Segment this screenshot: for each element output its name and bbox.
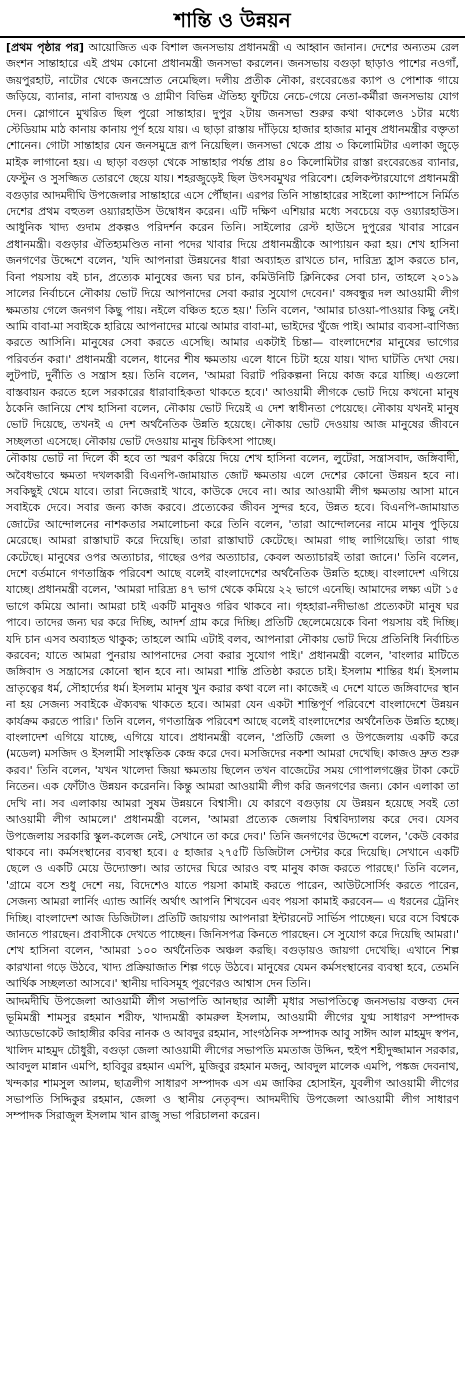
continuation-label: [প্রথম পৃষ্ঠার পর] [6, 41, 84, 54]
paragraph-1-text: আয়োজিত এক বিশাল জনসভায় প্রধানমন্ত্রী এ আহ্বান জানান। দেশের অন্যতম রেল জংশন সান্তাহারে এই প্রথম কোনো প্রধানমন্ত্রী জনসভা করলেন। জনসভায় বগুড়া ছাড়াও পাশের নওগাঁ, জয়পুরহাট, নাটোর থেকে জনস্রোত নেমেছিল। দলীয় প্রতীক নৌকা, রংবেরঙের ক্যাপ ও পোশাক গায়ে জড়িয়ে, ব্যানার, নানা বাদ্যযন্ত্র ও গ্রামীণ বিভিন্ন ঐতিহ্য ফুটিয়ে নেচে-গেয়ে নেতা-কর্মীরা জনসভায় যোগ দেন। স্লোগানে মুখরিত ছিল পুরো সান্তাহার। দুপুর ২টায় জনসভা শুরুর কথা থাকলেও ১টার মধ্যে স্টেডিয়াম মাঠ কানায় কানায় পূর্ণ হয়ে যায়। এ ছাড়া রাস্তায় দাঁড়িয়ে হাজার হাজার মানুষ প্রধানমন্ত্রীর বক্তৃতা শোনেন। গোটা সান্তাহার যেন জনসমুদ্রে রূপ নিয়েছিল। জনসভা থেকে প্রায় ৩ কিলোমিটার এলাকা জুড়ে মাইক লাগানো হয়। এ ছাড়া বগুড়া থেকে সান্তাহার পর্যন্ত প্রায় ৪০ কিলোমিটার রাস্তা রংবেরঙের ব্যানার, ফেস্টুন ও সুসজ্জিত তোরণে ছেয়ে যায়। শহরজুড়েই ছিল উৎসবমুখর পরিবেশ। হেলিকপ্টারযোগে প্রধানমন্ত্রী বগুড়ার আদমদীঘি উপজেলার সান্তাহারে এসে পৌঁছান। এরপর তিনি সান্তাহারের সাইলো ক্যাম্পাসে নির্মিত দেশের প্রথম বহুতল ওয়্যারহাউস উদ্বোধন করেন। এটি দক্ষিণ এশিয়ার মধ্যে সবচেয়ে বড় ওয়্যারহাউস। আধুনিক খাদ্য গুদাম প্রকল্পও পরিদর্শন করেন তিনি। সাইলোর রেস্ট হাউসে দুপুরের খাবার সারেন প্রধানমন্ত্রী। বগুড়ার ঐতিহ্যমণ্ডিত নানা পদের খাবার দিয়ে প্রধানমন্ত্রীকে আপ্যায়ন করা হয়। শেখ হাসিনা জনগণের উদ্দেশে বলেন, 'যদি আপনারা উন্নয়নের ধারা অব্যাহত রাখতে চান, দারিদ্র্য হ্রাস করতে চান, বিনা পয়সায় বই চান, প্রত্যেক মানুষের জন্য ঘর চান, কমিউনিটি ক্লিনিকের সেবা চান, তাহলে ২০১৯ সালের নির্বাচনে নৌকায় ভোট দিয়ে আপনাদের সেবা করার সুযোগ দেবেন।' বঙ্গবন্ধুর দল আওয়ামী লীগ ক্ষমতায় গেলে জনগণ কিছু পায়। নইলে বঞ্চিত হতে হয়।' তিনি বলেন, 'আমার চাওয়া-পাওয়ার কিছু নেই। আমি বাবা-মা সবাইকে হারিয়ে আপনাদের মাঝে আমার বাবা-মা, ভাইদের খুঁজে পাই। আমার ব্যবসা-বাণিজ্য করতে আসিনি। মানুষের সেবা করতে এসেছি। আমার একটাই চিন্তা— বাংলাদেশের মানুষের ভাগ্যের পরিবর্তন করা।' প্রধানমন্ত্রী বলেন, ধানের শীষ ক্ষমতায় এলে ধানে চিটা হয়ে যায়। খাদ্য ঘাটতি দেখা দেয়। লুটপাট, দুর্নীতি ও সন্ত্রাস হয়। তিনি বলেন, 'আমরা বিরাট পরিকল্পনা নিয়ে কাজ করে যাচ্ছি। এগুলো বাস্তবায়ন করতে হলে সরকারের ধারাবাহিকতা থাকতে হবে।' আওয়ামী লীগকে ভোট দিয়ে কখনো মানুষ ঠকেনি জানিয়ে শেখ হাসিনা বলেন, নৌকায় ভোট দিয়েই এ দেশ স্বাধীনতা পেয়েছে। নৌকায় যখনই মানুষ ভোট দিয়েছে, তখনই এ দেশ অর্থনৈতিক উন্নতি হয়েছে। নৌকায় ভোট দেওয়ায় আজ মানুষের জীবনে সচ্ছলতা এসেছে। নৌকায় ভোট দেওয়ায় মানুষ চিকিৎসা পাচ্ছে। [6, 41, 459, 448]
article-body [6, 40, 459, 1392]
headline: শান্তি ও উন্নয়ন [174, 8, 291, 32]
paragraph-1 [6, 40, 459, 451]
paragraph-2: নৌকায় ভোট না দিলে কী হবে তা স্মরণ করিয়ে দিয়ে শেখ হাসিনা বলেন, লুটেরা, সন্ত্রাসবাদ, জঙ্গিবাদী, অবৈধভাবে ক্ষমতা দখলকারী বিএনপি-জামায়াত জোট ক্ষমতায় এলে দেশের কোনো উন্নয়ন হবে না। সবকিছুই থেমে যাবে। তারা নিজেরাই খাবে, কাউকে দেবে না। আর আওয়ামী লীগ ক্ষমতায় আসা মানে সবাইকে দেবে। সবার জন্য কাজ করবে। প্রত্যেকের জীবন সুন্দর হবে, উন্নত হবে। বিএনপি-জামায়াত জোটের আন্দোলনের নাশকতার সমালোচনা করে তিনি বলেন, 'তারা আন্দোলনের নামে মানুষ পুড়িয়ে মেরেছে। আমরা রাস্তাঘাট করে দিয়েছি। তারা রাস্তাঘাট কেটেছে। আমরা গাছ লাগিয়েছি। তারা গাছ কেটেছে। মানুষের ওপর অত্যাচার, গাছের ওপর অত্যাচার, কেবল অত্যাচারই তারা জানে।' তিনি বলেন, দেশে বর্তমানে গণতান্ত্রিক পরিবেশ আছে বলেই বাংলাদেশের অর্থনৈতিক উন্নতি হচ্ছে। বাংলাদেশ এগিয়ে যাচ্ছে। প্রধানমন্ত্রী বলেন, 'আমরা দারিদ্র্য ৪৭ ভাগ থেকে কমিয়ে ২২ ভাগে এনেছি। আমাদের লক্ষ্য এটা ১৫ ভাগে কমিয়ে আনা। আমরা চাই একটি মানুষও গরিব থাকবে না। গৃহহারা-নদীভাঙা প্রত্যেকটা মানুষ ঘর পাবে। তাদের জন্য ঘর করে দিচ্ছি, আদর্শ গ্রাম করে দিচ্ছি। প্রতিটি ছেলেমেয়েকে বিনা পয়সায় বই দিচ্ছি। যদি চান এসব অব্যাহত থাকুক; তাহলে আমি এটাই বলব, আপনারা নৌকায় ভোট দিয়ে প্রতিনিধি নির্বাচিত করবেন; যাতে আমরা পুনরায় আপনাদের সেবা করার সুযোগ পাই।' প্রধানমন্ত্রী বলেন, 'বাংলার মাটিতে জঙ্গিবাদ ও সন্ত্রাসের কোনো স্থান হবে না। আমরা শান্তি প্রতিষ্ঠা করতে চাই। ইসলাম শান্তির ধর্ম। ইসলাম ভ্রাতৃত্বের ধর্ম, সৌহার্দ্যের ধর্ম। ইসলাম মানুষ খুন করার কথা বলে না। কাজেই এ দেশে যাতে জঙ্গিবাদের স্থান না হয় সেজন্য সবাইকে ঐক্যবদ্ধ থাকতে হবে। আমরা যেন একটা শান্তিপূর্ণ পরিবেশে বাংলাদেশে উন্নয়ন কার্যক্রম করতে পারি।' তিনি বলেন, গণতান্ত্রিক পরিবেশ আছে বলেই বাংলাদেশের অর্থনৈতিক উন্নতি হচ্ছে। বাংলাদেশ এগিয়ে যাচ্ছে, এগিয়ে যাবে। প্রধানমন্ত্রী বলেন, 'প্রতিটি জেলা ও উপজেলায় একটি করে (মডেল) মসজিদ ও ইসলামী সাংস্কৃতিক কেন্দ্র করে দেব। মসজিদের নকশা আমরা দেখেছি। কাজও দ্রুত শুরু করব।' তিনি বলেন, 'যখন খালেদা জিয়া ক্ষমতায় ছিলেন তখন বাজেটের সময় গোপালগঞ্জের টাকা কেটে নিতেন। এক ফোঁটাও উন্নয়ন করেননি। কিন্তু আমরা আওয়ামী লীগ করি জনগণের জন্য। কোন এলাকা তা দেখি না। সব এলাকায় আমরা সুষম উন্নয়নে বিশ্বাসী। যে কারণে বগুড়ায় যে উন্নয়ন হয়েছে সবই তো আওয়ামী লীগ আমলে।' প্রধানমন্ত্রী বলেন, 'আমরা প্রত্যেক জেলায় বিশ্ববিদ্যালয় করে দেব। যেসব উপজেলায় সরকারি স্কুল-কলেজ নেই, সেখানে তা করে দেব।' তিনি জনগণের উদ্দেশে বলেন, 'কেউ বেকার থাকবে না। কর্মসংস্থানের ব্যবস্থা হবে। ৫ হাজার ২৭৫টি ডিজিটাল সেন্টার করে দিয়েছি। সেখানে একটি ছেলে ও একটি মেয়ে উদ্যোক্তা। আর তাদের ঘিরে আরও বহু মানুষ কাজ করতে পারছে।' তিনি বলেন, 'গ্রামে বসে শুধু দেশে নয়, বিদেশেও যাতে পয়সা কামাই করতে পারেন, আউটসোর্সিং করতে পারেন, সেজন্য আমরা লার্নিং এ্যান্ড আর্নিং অর্থাৎ আপনি শিখবেন এবং পয়সা কামাই করবেন— এ ধরনের ট্রেনিং দিচ্ছি। বাংলাদেশ আজ ডিজিটাল। প্রতিটি জায়গায় আপনারা ইন্টারনেট সার্ভিস পাচ্ছেন। ঘরে বসে বিশ্বকে জানতে পারছেন। প্রবাসীকে দেখতে পাচ্ছেন। জিনিসপত্র কিনতে পারছেন। সে সুযোগ করে দিয়েছি আমরা।' শেখ হাসিনা বলেন, 'আমরা ১০০ অর্থনৈতিক অঞ্চল করছি। বগুড়ায়ও জায়গা দেখেছি। এখানে শিল্প কারখানা গড়ে উঠবে, খাদ্য প্রক্রিয়াজাত শিল্প গড়ে উঠবে। মানুষের যেমন কর্মসংস্থানের ব্যবস্থা হবে, তেমনি আর্থিক সচ্ছলতা আসবে।' স্থানীয় দাবিসমূহ পূরণেরও আশ্বাস দেন তিনি। [6, 451, 459, 993]
paragraph-3: আদমদীঘি উপজেলা আওয়ামী লীগ সভাপতি আনছার আলী মৃধার সভাপতিত্বে জনসভায় বক্তব্য দেন ভূমিমন্ত্রী শামসুর রহমান শরীফ, খাদ্যমন্ত্রী কামরুল ইসলাম, আওয়ামী লীগের যুগ্ম সাধারণ সম্পাদক অ্যাডভোকেট জাহাঙ্গীর কবির নানক ও আবদুর রহমান, সাংগঠনিক সম্পাদক আবু সাঈদ আল মাহমুদ স্বপন, খালিদ মাহমুদ চৌধুরী, বগুড়া জেলা আওয়ামী লীগের সভাপতি মমতাজ উদ্দিন, হুইপ শহীদুজ্জামান সরকার, আবদুল মান্নান এমপি, হাবিবুর রহমান এমপি, মুজিবুর রহমান মজনু, আবদুল মালেক এমপি, পঙ্কজ দেবনাথ, খন্দকার শামসুল আলম, ছাত্রলীগ সাধারণ সম্পাদক এস এম জাকির হোসাইন, যুবলীগ আওয়ামী লীগের সভাপতি সিদ্দিকুর রহমান, জেলা ও স্থানীয় নেতৃবৃন্দ। আদমদীঘি উপজেলা আওয়ামী লীগ সাধারণ সম্পাদক সিরাজুল ইসলাম খান রাজু সভা পরিচালনা করেন। [6, 994, 459, 1123]
headline-rule [0, 36, 465, 38]
